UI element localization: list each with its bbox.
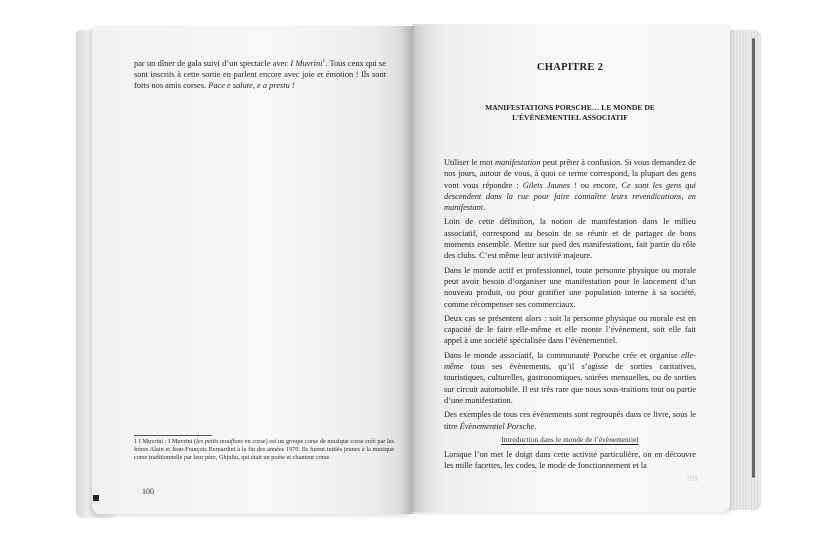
- italic-run: Pace e salute, e a prestu !: [208, 81, 295, 91]
- footnote-marker: 1: [322, 58, 326, 64]
- right-page-number: 101: [686, 474, 698, 483]
- chapter-title: CHAPITRE 2: [536, 62, 604, 73]
- text-run: Dans le monde associatif, la communauté Porsche crée et organise: [444, 350, 682, 360]
- italic-run: elle-même: [444, 350, 696, 372]
- book-gutter-shadow: [400, 26, 426, 514]
- right-paragraph-4: Deux cas se présentent alors : soit la personne physique ou morale est en capacité de le faire elle-même et elle monte l’évènement, soit elle fait appel à une société spécialisée dans l’évènementiel.: [444, 313, 696, 346]
- text-run: Des exemples de tous ces évènements sont regroupés dans ce livre, sous le titre: [444, 410, 696, 431]
- italic-run: les petits mouflons: [196, 438, 244, 445]
- italic-run: manifestation: [494, 158, 541, 167]
- italic-run: I Muvrini: [290, 58, 323, 68]
- right-paragraph-2: Loin de cette définition, la notion de manifestation dans le milieu associatif, correspond au besoin de se réunir et de partager de bons moments ensemble. Mettre sur pied des manifestations, fait partie du rôle des clubs. C’est même leur activité majeure.: [444, 217, 696, 261]
- subtitle-line-2: L’ÉVÈNEMENTIEL ASSOCIATIF: [512, 113, 628, 122]
- text-run: .: [534, 421, 537, 431]
- section-heading: Introduction dans le monde de l’évènementiel: [501, 435, 639, 444]
- right-paragraph-6: [444, 409, 696, 432]
- text-run: par un dîner de gala suivi d’un spectacle avec: [134, 58, 291, 68]
- chapter-subtitle: [444, 103, 696, 123]
- right-paragraph-3: Dans le monde actif et professionnel, toute personne physique ou morale peut avoir besoin d’organiser une manifestation pour le lancement d’un nouveau produit, ou pour gratifier une population interne à sa société, comme récompenser ses commerciaux.: [444, 265, 696, 309]
- text-run: ou encore,: [576, 180, 622, 190]
- page-edge-marker: [93, 495, 99, 501]
- left-page-body: [134, 56, 386, 95]
- text-run: en corse) est un groupe corse de musique corse créé par les frères Alain et Jean-François Bernardini à la fin des années 1970. Ils furent initiés jeunes à la musique corse traditionnelle par leur père, Ghjuliu, qui était un poète et chanteur corse.: [134, 438, 394, 462]
- left-page-number: 100: [142, 487, 154, 496]
- footnote-divider: [134, 435, 212, 436]
- italic-run: Gilets Jaunes !: [522, 180, 577, 190]
- italic-run: Ce sont les gens qui descendent dans la rue pour faire connaître leurs revendications, en manifestant.: [444, 180, 696, 213]
- footnote: [134, 438, 394, 462]
- text-run: peut prêter à confusion. Si vous demandez de nos jours, autour de vous, à quoi ce terme correspond, la plupart des gens vont vous répondre :: [444, 158, 696, 190]
- text-run: . Tous ceux qui se sont inscrits à cette sortie en parlent encore avec joie et émotion ! Ils sont forts nos amis corses.: [134, 58, 386, 91]
- italic-run: Évènementiel Porsche: [459, 421, 535, 431]
- right-page-body: [444, 157, 696, 474]
- right-paragraph-1: [444, 157, 696, 213]
- text-run: 1 I Muvrini : I Muvrini (: [134, 438, 197, 445]
- right-paragraph-5: [444, 350, 696, 406]
- text-run: Utiliser le mot: [444, 158, 495, 167]
- left-paragraph-1: [134, 56, 386, 92]
- text-run: tous ses évènements, qu’il s’agisse de sorties caritatives, touristiques, culturelles, gastronomiques, soirées mensuelles, ou de sorties sur circuit automobile. Il est très rare que nous sous-traitions tout ou partie d’une manifestation.: [444, 362, 696, 405]
- subtitle-line-1: MANIFESTATIONS PORSCHE… LE MONDE DE: [485, 103, 655, 112]
- right-paragraph-7: Lorsque l’on met le doigt dans cette activité particulière, on en découvre les mille facettes, les codes, le mode de fonctionnement et la: [444, 449, 696, 471]
